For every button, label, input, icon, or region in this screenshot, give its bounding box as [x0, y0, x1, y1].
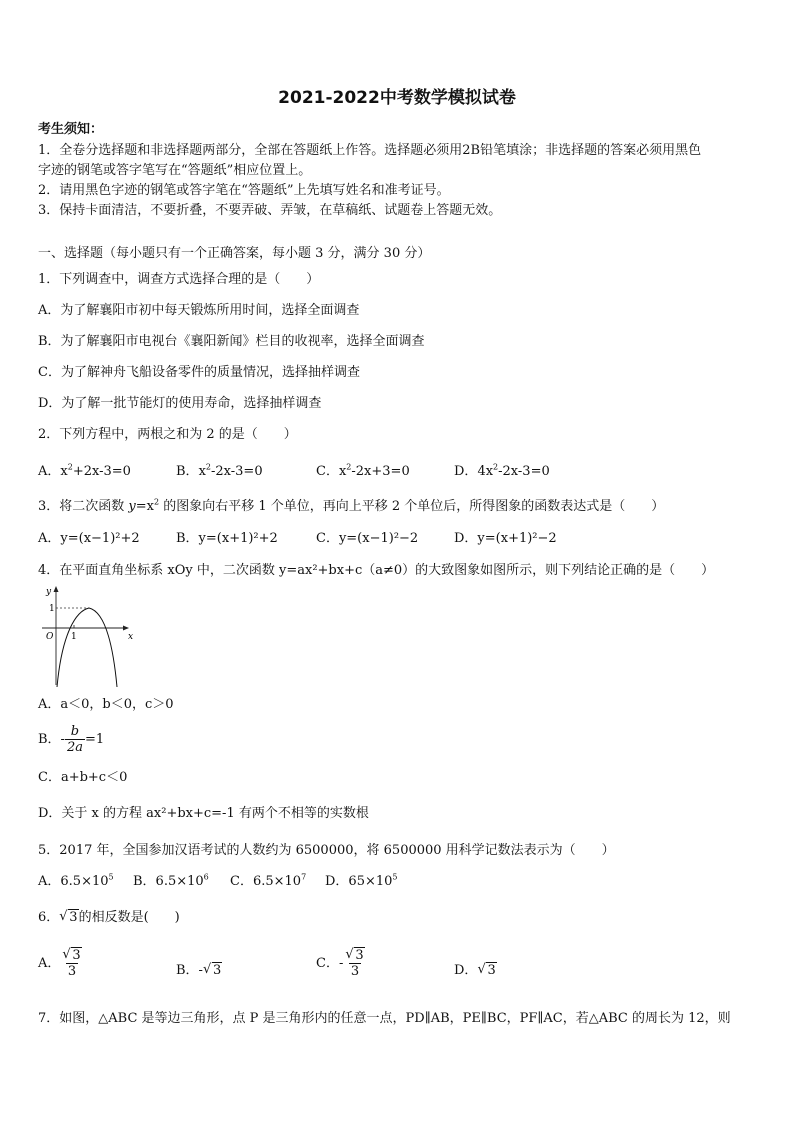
q6-option-d: D．√ 3 — [454, 963, 497, 979]
q5-option-d: D．$65\times 10^5$ — [325, 872, 398, 889]
q1-option-c: C．为了解神舟飞船设备零件的质量情况，选择抽样调查 — [38, 365, 360, 380]
q1-option-d: D．为了解一批节能灯的使用寿命，选择抽样调查 — [38, 396, 322, 411]
graph-origin-label: O — [46, 632, 54, 642]
notice-item-1: 1．全卷分选择题和非选择题两部分，全部在答题纸上作答。选择题必须用2B铅笔填涂；非选择题的答案必须用黑色 — [38, 143, 702, 158]
q6-stem: 6．√ 3的相反数是( ) — [38, 910, 180, 926]
q6-option-b: B．-√ 3 — [176, 963, 222, 979]
q4-b-fraction: $\frac{b}{2a}$ — [66, 724, 83, 755]
q3-option-d: D．y=(x+1)²−2 — [454, 531, 557, 546]
q5-stem: 5．2017 年，全国参加汉语考试的人数约为 6500000，将 6500000 用科学记数法表示为（ ） — [38, 843, 615, 858]
q5-option-b: B．$6.5\times 10^6$ — [133, 872, 209, 889]
notice-heading: 考生须知： — [38, 122, 104, 137]
q1-option-a: A．为了解襄阳市初中每天锻炼所用时间，选择全面调查 — [38, 303, 360, 318]
graph-y-label: y — [46, 587, 52, 597]
q4-option-b: B．- $\frac{b}{2a}$ =1 — [38, 724, 105, 755]
q4-option-a: A．a＜0，b＜0，c＞0 — [38, 697, 174, 712]
x-axis-arrow — [123, 626, 129, 631]
page-title: 2021-2022中考数学模拟试卷 — [278, 88, 516, 108]
q3-option-c: C．y=(x−1)²−2 — [316, 531, 419, 546]
q1-stem: 1．下列调查中，调查方式选择合理的是（ ） — [38, 272, 320, 287]
graph-x-label: x — [128, 632, 134, 642]
q1-option-b: B．为了解襄阳市电视台《襄阳新闻》栏目的收视率，选择全面调查 — [38, 334, 425, 349]
y-axis-arrow — [54, 586, 59, 592]
section-heading: 一、选择题（每小题只有一个正确答案，每小题 3 分，满分 30 分） — [38, 246, 431, 261]
q5-option-a: A．$6.5\times 10^5$ — [38, 872, 114, 889]
q6-sqrt: √ 3 — [59, 910, 78, 926]
notice-item-1-cont: 字迹的钢笔或答字笔写在“答题纸”相应位置上。 — [38, 163, 312, 178]
notice-item-3: 3．保持卡面清洁，不要折叠，不要弄破、弄皱，在草稿纸、试题卷上答题无效。 — [38, 203, 502, 218]
q3-option-b: B．y=(x+1)²+2 — [176, 531, 278, 546]
q2-option-b: B．$x^2-2x-3=0$ — [176, 462, 263, 479]
q7-stem: 7．如图，△ABC 是等边三角形，点 P 是三角形内的任意一点，PD∥AB，PE∥BC，PF∥AC，若△ABC 的周长为 12，则 — [38, 1011, 731, 1026]
q4-stem: 4．在平面直角坐标系 xOy 中，二次函数 y=ax²+bx+c（a≠0）的大致图象如图所示，则下列结论正确的是（ ） — [38, 563, 715, 578]
q2-option-a: A．$x^2+2x-3=0$ — [38, 462, 131, 479]
graph-tick-y-label: 1 — [49, 604, 55, 614]
q5-option-c: C．$6.5\times 10^7$ — [230, 872, 307, 889]
q4-parabola-graph — [38, 583, 138, 688]
q4-option-c: C．a+b+c＜0 — [38, 770, 128, 785]
q2-option-c: C．$x^2-2x+3=0$ — [316, 462, 410, 479]
q4-option-d: D．关于 x 的方程 ax²+bx+c=-1 有两个不相等的实数根 — [38, 806, 369, 821]
q6-option-c: C．- √ $\frac{3}{3}$ — [316, 948, 367, 979]
q2-stem: 2．下列方程中，两根之和为 2 的是（ ） — [38, 427, 297, 442]
q2-option-d: D．$4x^2-2x-3=0$ — [454, 462, 550, 479]
q6-option-a: A． √ $\frac{3}{3}$ — [38, 948, 84, 979]
q3-stem: 3．将二次函数 $y=x^2$ 的图象向右平移 1 个单位，再向上平移 2 个单位后，所得图象的函数表达式是（ ） — [38, 497, 665, 514]
q3-option-a: A．y=(x−1)²+2 — [38, 531, 140, 546]
notice-item-2: 2．请用黑色字迹的钢笔或答字笔在“答题纸”上先填写姓名和准考证号。 — [38, 183, 450, 198]
parabola-curve — [57, 608, 117, 687]
graph-tick-x-label: 1 — [71, 632, 77, 642]
